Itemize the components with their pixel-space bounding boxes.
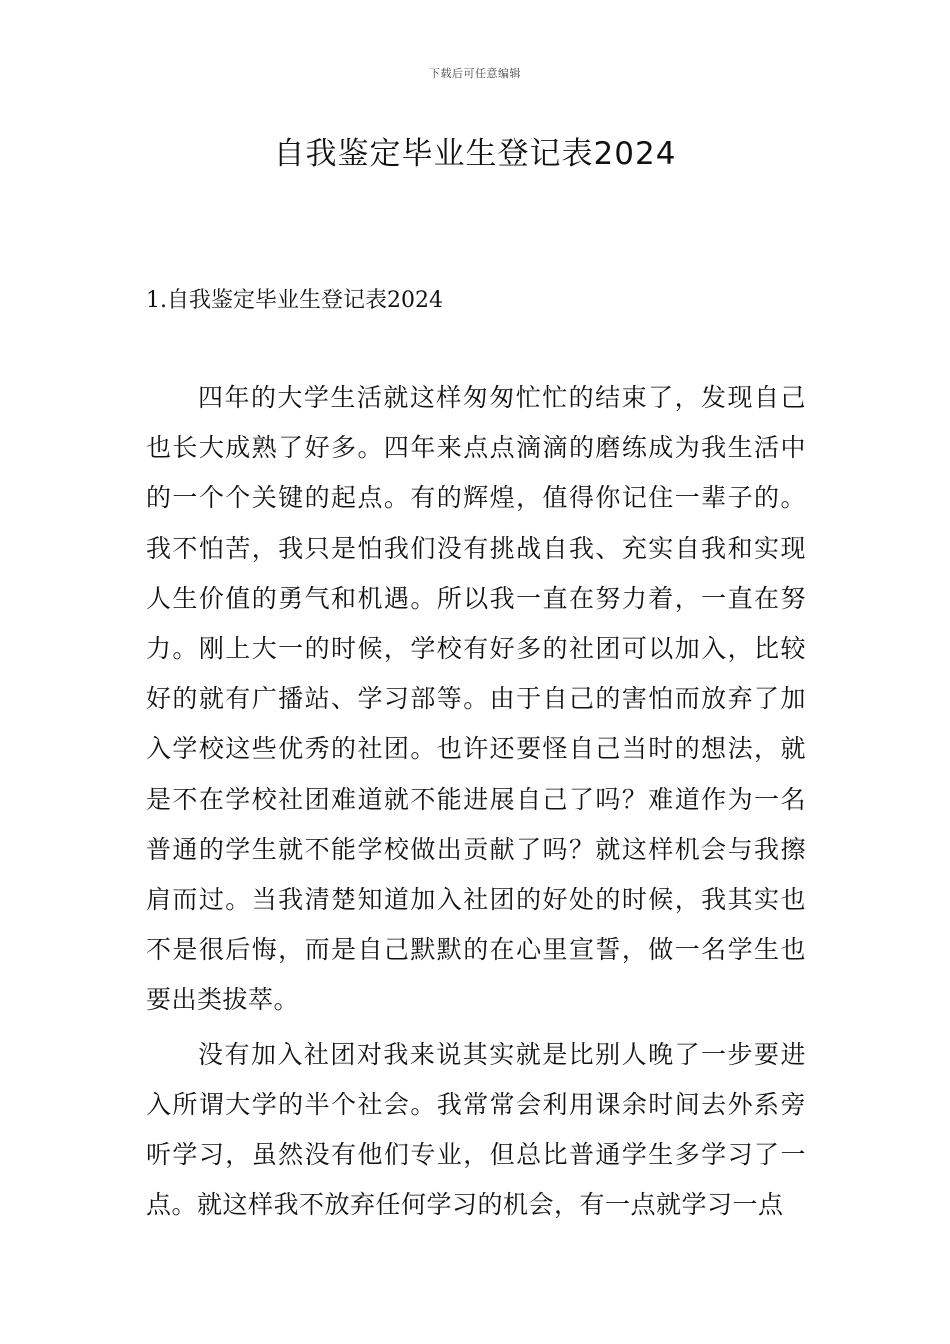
body-text [146,373,806,1234]
header-note: 下载后可任意编辑 [429,67,521,80]
paragraph: 四年的大学生活就这样匆匆忙忙的结束了，发现自己也长大成熟了好多。四年来点点滴滴的磨练成为我生活中的一个个关键的起点。有的辉煌，值得你记住一辈子的。我不怕苦，我只是怕我们没有挑战自我、充实自我和实现人生价值的勇气和机遇。所以我一直在努力着，一直在努力。刚上大一的时候，学校有好多的社团可以加入，比较好的就有广播站、学习部等。由于自己的害怕而放弃了加入学校这些优秀的社团。也许还要怪自己当时的想法，就是不在学校社团难道就不能进展自己了吗？难道作为一名普通的学生就不能学校做出贡献了吗？就这样机会与我擦肩而过。当我清楚知道加入社团的好处的时候，我其实也不是很后悔，而是自己默默的在心里宣誓，做一名学生也要出类拔萃。 [146,383,806,1015]
document-title: 自我鉴定毕业生登记表2024 [273,136,677,172]
paragraph: 没有加入社团对我来说其实就是比别人晚了一步要进入所谓大学的半个社会。我常常会利用课余时间去外系旁听学习，虽然没有他们专业，但总比普通学生多学习了一点。就这样我不放弃任何学习的机会，有一点就学习一点 [146,1039,806,1220]
section-heading: 1.自我鉴定毕业生登记表2024 [146,288,443,313]
